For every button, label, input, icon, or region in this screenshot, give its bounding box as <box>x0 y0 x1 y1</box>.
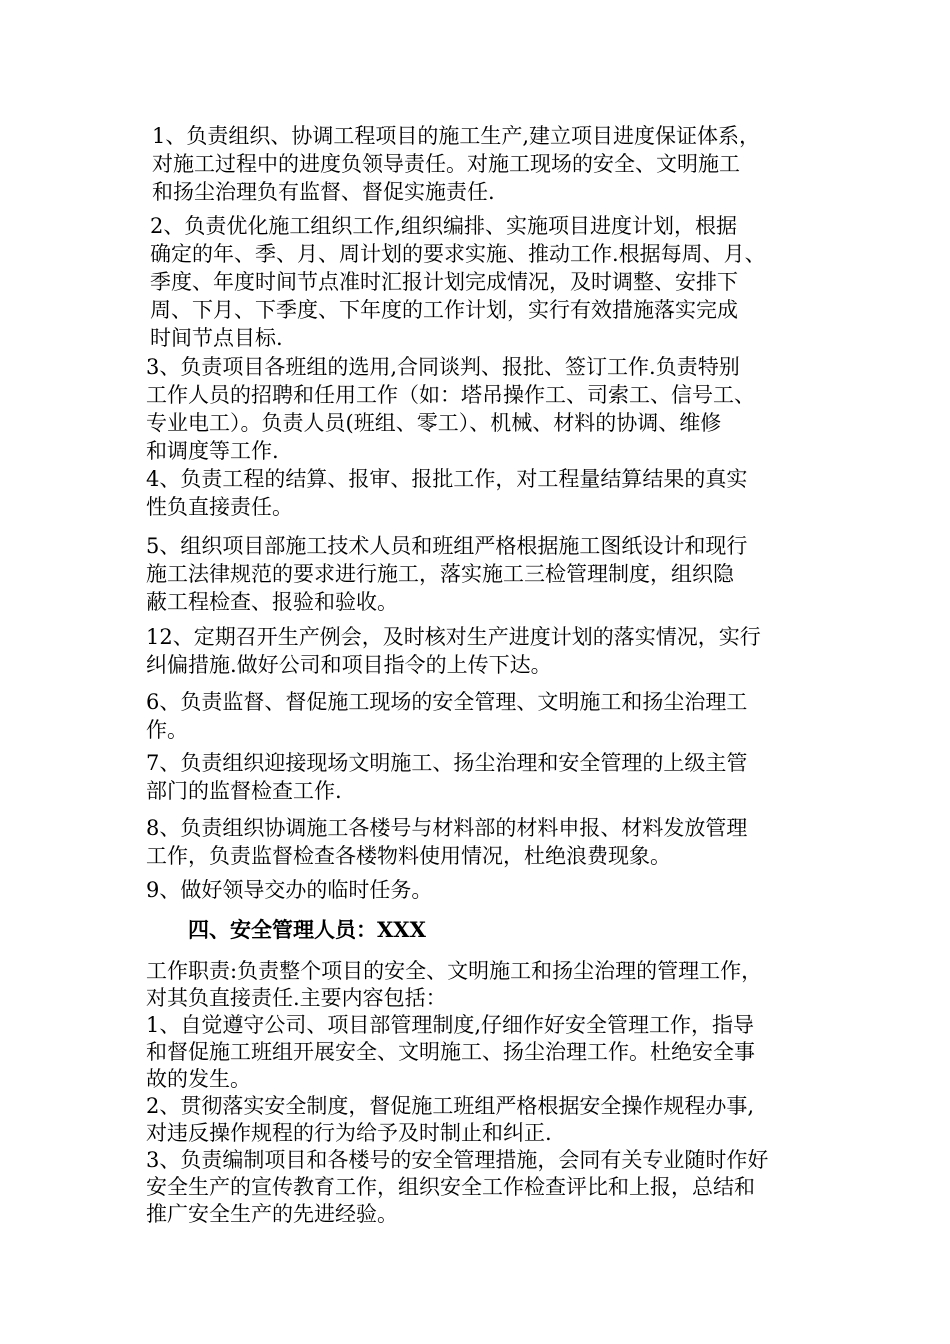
paragraph-7 <box>146 749 747 805</box>
text-line: 性负直接责任。 <box>146 495 293 519</box>
text-line: 和调度等工作. <box>146 439 279 463</box>
text-line: 纠偏措施.做好公司和项目指令的上传下达。 <box>146 653 552 677</box>
paragraph-8 <box>146 814 747 870</box>
text-line: 9、做好领导交办的临时任务。 <box>146 878 433 902</box>
text-line: 对违反操作规程的行为给予及时制止和纠正. <box>146 1121 552 1145</box>
text-line: 2、贯彻落实安全制度，督促施工班组严格根据安全操作规程办事, <box>146 1094 755 1118</box>
text-line: 4、负责工程的结算、报审、报批工作，对工程量结算结果的真实 <box>146 467 748 491</box>
section-heading: 四、安全管理人员：XXX <box>188 917 426 942</box>
text-line: 工作人员的招聘和任用工作（如：塔吊操作工、司索工、信号工、 <box>146 383 755 407</box>
text-line: 对施工过程中的进度负领导责任。对施工现场的安全、文明施工 <box>152 152 740 176</box>
text-line: 1、负责组织、协调工程项目的施工生产,建立项目进度保证体系， <box>152 124 761 148</box>
text-line: 12、定期召开生产例会，及时核对生产进度计划的落实情况，实行 <box>146 625 761 649</box>
text-line: 蔽工程检查、报验和验收。 <box>146 590 398 614</box>
text-line: 3、负责编制项目和各楼号的安全管理措施，会同有关专业随时作好 <box>146 1148 769 1172</box>
text-line: 故的发生。 <box>146 1067 251 1091</box>
text-line: 安全生产的宣传教育工作，组织安全工作检查评比和上报，总结和 <box>146 1175 755 1199</box>
text-line: 3、负责项目各班组的选用,合同谈判、报批、签订工作.负责特别 <box>146 355 740 379</box>
text-line: 时间节点目标. <box>150 326 283 350</box>
paragraph-5 <box>146 532 747 616</box>
text-line: 工作职责:负责整个项目的安全、文明施工和扬尘治理的管理工作， <box>146 959 763 983</box>
paragraph-2 <box>150 212 766 352</box>
text-line: 专业电工）。负责人员(班组、零工）、机械、材料的协调、维修 <box>146 411 722 435</box>
text-line: 周、下月、下季度、下年度的工作计划，实行有效措施落实完成 <box>150 298 738 322</box>
text-line: 工作，负责监督检查各楼物料使用情况，杜绝浪费现象。 <box>146 844 671 868</box>
text-line: 和扬尘治理负有监督、督促实施责任. <box>152 180 495 204</box>
section-body <box>146 958 768 1228</box>
paragraph-3 <box>146 353 755 465</box>
text-line: 7、负责组织迎接现场文明施工、扬尘治理和安全管理的上级主管 <box>146 751 748 775</box>
paragraph-6 <box>146 688 747 744</box>
text-line: 对其负直接责任.主要内容包括： <box>146 986 447 1010</box>
paragraph-12 <box>146 623 761 679</box>
text-line: 推广安全生产的先进经验。 <box>146 1202 398 1226</box>
text-line: 季度、年度时间节点准时汇报计划完成情况，及时调整、安排下 <box>150 270 738 294</box>
text-line: 部门的监督检查工作. <box>146 779 342 803</box>
text-line: 1、自觉遵守公司、项目部管理制度,仔细作好安全管理工作，指导 <box>146 1013 755 1037</box>
text-line: 8、负责组织协调施工各楼号与材料部的材料申报、材料发放管理 <box>146 816 748 840</box>
text-line: 确定的年、季、月、周计划的要求实施、推动工作.根据每周、月、 <box>150 242 766 266</box>
text-line: 5、组织项目部施工技术人员和班组严格根据施工图纸设计和现行 <box>146 534 748 558</box>
paragraph-1 <box>152 122 760 206</box>
text-line: 作。 <box>146 718 188 742</box>
text-line: 和督促施工班组开展安全、文明施工、扬尘治理工作。杜绝安全事 <box>146 1040 755 1064</box>
paragraph-4 <box>146 465 747 521</box>
text-line: 2、负责优化施工组织工作,组织编排、实施项目进度计划，根据 <box>150 214 738 238</box>
text-line: 6、负责监督、督促施工现场的安全管理、文明施工和扬尘治理工 <box>146 690 748 714</box>
text-line: 施工法律规范的要求进行施工，落实施工三检管理制度，组织隐 <box>146 562 734 586</box>
paragraph-9 <box>146 876 432 904</box>
